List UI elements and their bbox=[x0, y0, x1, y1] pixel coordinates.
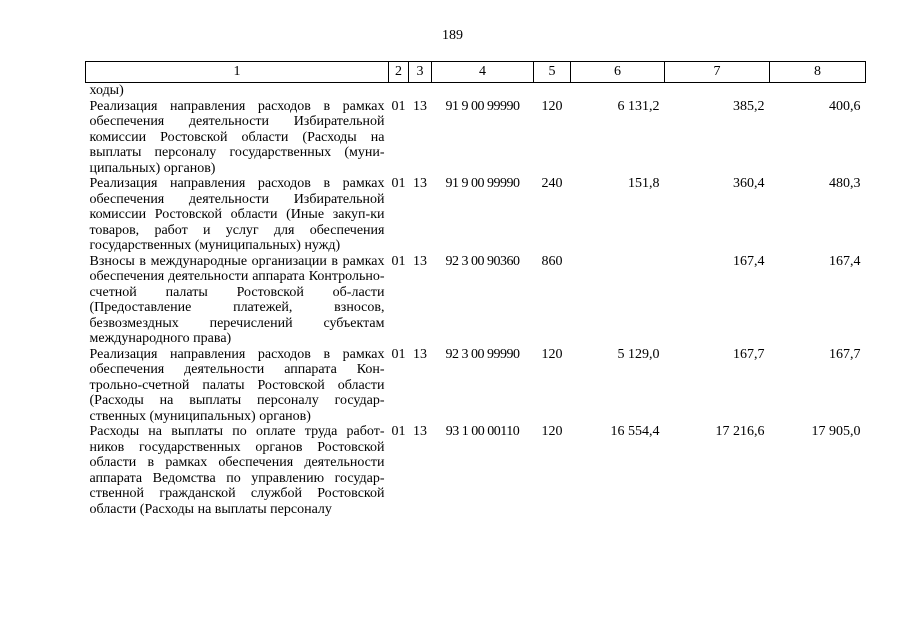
row-amount-col7: 167,7 bbox=[733, 346, 765, 362]
row-description: Реализация направления расходов в рамках обеспечения деятельности Избирательной комиссии Ростовской области (Иные закуп-ки товаров, работ и услуг для обеспечения государственных (муниципальных) нужд) bbox=[89, 176, 385, 253]
row-description: Реализация направления расходов в рамках обеспечения деятельности Избирательной комиссии Ростовской области (Расходы на выплаты персоналу государственных (муни-ципальных) органов) bbox=[89, 98, 385, 176]
row-expense-type: 860 bbox=[541, 253, 563, 269]
row-section: 01 bbox=[391, 253, 406, 269]
table-row bbox=[86, 424, 866, 517]
header-col-4: 4 bbox=[432, 62, 534, 83]
row-subsection: 13 bbox=[413, 176, 427, 191]
row-target-article: 93 1 00 00110 bbox=[445, 424, 520, 439]
row-amount-col8: 167,7 bbox=[829, 346, 861, 362]
row-target-article: 91 9 00 99990 bbox=[445, 98, 520, 114]
row-amount-col8: 480,3 bbox=[829, 176, 861, 191]
row-amount-col7: 17 216,6 bbox=[715, 424, 765, 439]
header-col-7: 7 bbox=[665, 62, 770, 83]
table-row bbox=[86, 347, 866, 425]
row-section: 01 bbox=[391, 346, 406, 362]
table-header-row bbox=[86, 62, 866, 83]
header-col-1: 1 bbox=[86, 62, 389, 83]
row-amount-col7: 360,4 bbox=[733, 176, 765, 191]
row-target-article: 92 3 00 90360 bbox=[445, 253, 520, 269]
row-amount-col6: 5 129,0 bbox=[617, 346, 660, 362]
row-subsection: 13 bbox=[413, 346, 427, 362]
row-amount-col6: 6 131,2 bbox=[617, 98, 660, 114]
header-col-3: 3 bbox=[409, 62, 432, 83]
row-amount-col7: 385,2 bbox=[733, 98, 765, 114]
row-section: 01 bbox=[391, 98, 406, 114]
row-amount-col8: 400,6 bbox=[829, 98, 861, 114]
row-amount-col8: 17 905,0 bbox=[811, 424, 861, 439]
page-number: 189 bbox=[442, 28, 463, 43]
header-col-8: 8 bbox=[770, 62, 866, 83]
row-subsection: 13 bbox=[413, 98, 427, 114]
table-row bbox=[86, 254, 866, 347]
continuation-text: ходы) bbox=[89, 83, 124, 98]
continuation-row bbox=[86, 83, 866, 99]
header-col-5: 5 bbox=[534, 62, 571, 83]
row-amount-col6: 151,8 bbox=[628, 176, 660, 191]
row-amount-col6: 16 554,4 bbox=[610, 424, 660, 439]
row-section: 01 bbox=[391, 176, 406, 191]
row-amount-col7: 167,4 bbox=[733, 253, 765, 269]
row-amount-col6 bbox=[571, 254, 665, 347]
row-expense-type: 120 bbox=[541, 98, 563, 114]
header-col-2: 2 bbox=[389, 62, 409, 83]
row-description: Расходы на выплаты по оплате труда работ-ников государственных органов Ростовской области в рамках обеспечения деятельности аппарата Ведомства по управлению государ-ственной гражданской службой Ростовской области (Расходы на выплаты персоналу bbox=[89, 424, 385, 517]
row-target-article: 92 3 00 99990 bbox=[445, 346, 520, 362]
row-description: Реализация направления расходов в рамках обеспечения деятельности аппарата Кон-трольно-счетной палаты Ростовской области (Расходы на выплаты персоналу государ-ственных (муниципальных) органов) bbox=[89, 346, 385, 424]
row-section: 01 bbox=[391, 424, 406, 439]
budget-table bbox=[85, 61, 866, 517]
row-subsection: 13 bbox=[413, 253, 427, 269]
row-amount-col8: 167,4 bbox=[829, 253, 861, 269]
row-expense-type: 120 bbox=[541, 346, 563, 362]
row-expense-type: 240 bbox=[541, 176, 563, 191]
row-description: Взносы в международные организации в рамках обеспечения деятельности аппарата Контрольно-счетной палаты Ростовской об-ласти (Предоставление платежей, взносов, безвозмездных перечислений субъектам международного права) bbox=[89, 253, 385, 346]
row-target-article: 91 9 00 99990 bbox=[445, 176, 520, 191]
table-row bbox=[86, 99, 866, 177]
row-subsection: 13 bbox=[413, 424, 427, 439]
row-expense-type: 120 bbox=[541, 424, 563, 439]
table-row bbox=[86, 176, 866, 254]
header-col-6: 6 bbox=[571, 62, 665, 83]
